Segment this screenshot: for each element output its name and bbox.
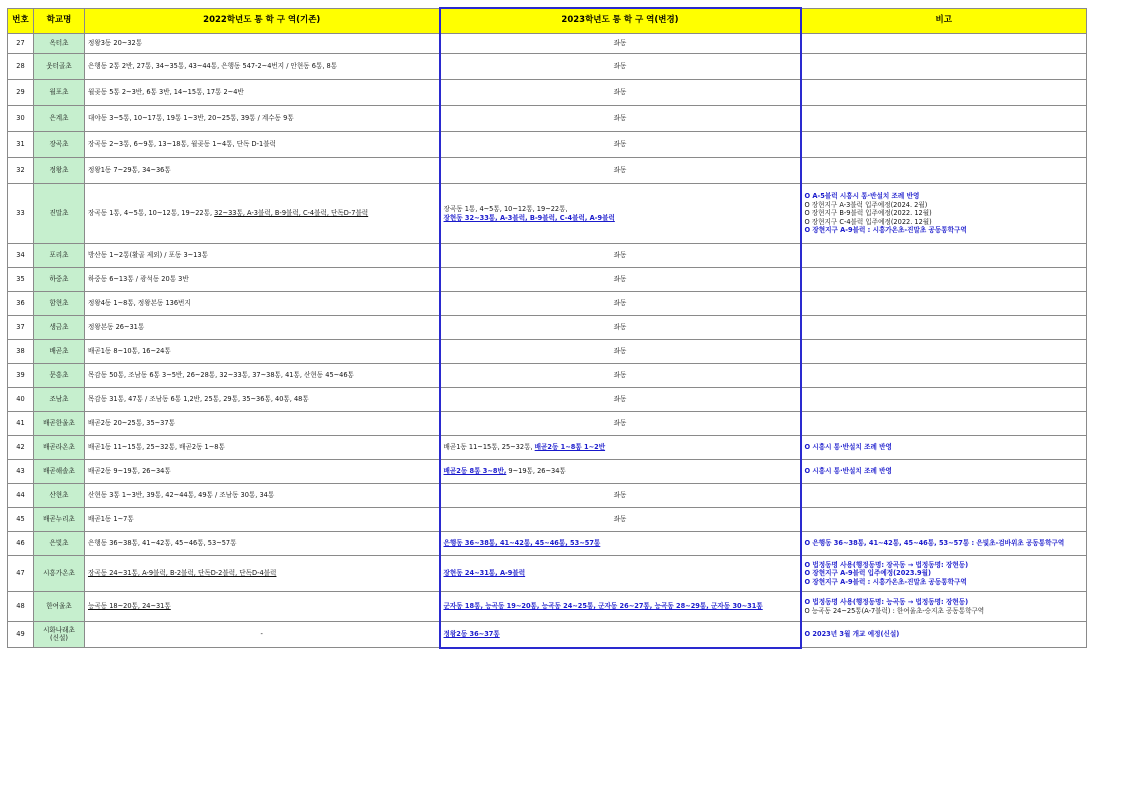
zone-2022: 정왕본동 26~31통 xyxy=(85,316,440,340)
row-no: 37 xyxy=(8,316,34,340)
zone-2023: 좌동 xyxy=(440,80,801,106)
note-line: O 법정동명 사용(행정동명: 장곡동 → 법정동명: 장현동) xyxy=(804,560,969,569)
zone-2023: 좌동 xyxy=(440,484,801,508)
school-name: 하중초 xyxy=(34,268,85,292)
zone-2023: 좌동 xyxy=(440,388,801,412)
zone-2023: 좌동 xyxy=(440,34,801,54)
row-no: 36 xyxy=(8,292,34,316)
school-name: 옥터초 xyxy=(34,34,85,54)
note-line: O A-5블럭 시흥시 통·반설치 조례 반영 xyxy=(804,192,920,201)
zone-2022-part1: 장곡동 1통, 4~5통, 10~12통, 19~22통, xyxy=(88,209,215,218)
note xyxy=(801,412,1087,436)
table-row xyxy=(8,80,1087,106)
note xyxy=(801,80,1087,106)
note-line: O 장현지구 B-9블럭 입주예정(2022. 12월) xyxy=(804,209,932,218)
zone-2022: 배곧1동 1~7통 xyxy=(85,508,440,532)
zone-2023-part1: 배곧2동 8통 3~8반, xyxy=(443,467,507,476)
note xyxy=(801,132,1087,158)
zone-2023-part2: 배곧2동 1~8통 1~2반 xyxy=(534,443,606,452)
zone-2022: 배곧1동 11~15통, 25~32통, 배곧2동 1~8통 xyxy=(85,436,440,460)
zone-2023: 좌동 xyxy=(440,508,801,532)
school-name: 은계초 xyxy=(34,106,85,132)
zone-2023 xyxy=(440,184,801,244)
school-name: 진말초 xyxy=(34,184,85,244)
zone-2023: 은행동 36~38통, 41~42통, 45~46통, 53~57통 xyxy=(440,532,801,556)
note xyxy=(801,34,1087,54)
school-name-line1: 시화나래초 xyxy=(43,625,75,634)
note: O 시흥시 통·반설치 조례 반영 xyxy=(801,460,1087,484)
zone-2022: 목감동 31통, 47통 / 조남동 6통 1,2반, 25통, 29통, 35~36통, 40통, 48통 xyxy=(85,388,440,412)
school-name: 배곧한울초 xyxy=(34,412,85,436)
table-row xyxy=(8,508,1087,532)
table-row xyxy=(8,388,1087,412)
school-name: 함현초 xyxy=(34,292,85,316)
table-row xyxy=(8,54,1087,80)
row-no: 49 xyxy=(8,622,34,648)
table-row xyxy=(8,340,1087,364)
school-name: 배곧해솔초 xyxy=(34,460,85,484)
table-row xyxy=(8,184,1087,244)
zone-2022: 능곡동 18~20통, 24~31통 xyxy=(85,592,440,622)
header-row xyxy=(8,8,1087,34)
header-no: 번호 xyxy=(8,8,34,34)
table-row xyxy=(8,460,1087,484)
school-name: 장곡초 xyxy=(34,132,85,158)
school-name: 생금초 xyxy=(34,316,85,340)
table-row xyxy=(8,532,1087,556)
row-no: 47 xyxy=(8,556,34,592)
row-no: 41 xyxy=(8,412,34,436)
note-line: O 장현지구 A-9블럭 : 시흥가온초-진말초 공동통학구역 xyxy=(804,577,967,586)
note-line: O 장현지구 A-9블럭 : 시흥가온초-진말초 공동통학구역 xyxy=(804,226,967,235)
school-name-line2: (신설) xyxy=(50,633,68,642)
table-row xyxy=(8,436,1087,460)
zone-2023: 좌동 xyxy=(440,244,801,268)
zone-2022: - xyxy=(85,622,440,648)
zone-2022: 장곡동 2~3통, 6~9통, 13~18통, 월곶동 1~4통, 단독 D-1블럭 xyxy=(85,132,440,158)
school-name: 조남초 xyxy=(34,388,85,412)
zone-2023 xyxy=(440,460,801,484)
zone-2022: 배곧1동 8~10통, 16~24통 xyxy=(85,340,440,364)
row-no: 33 xyxy=(8,184,34,244)
zone-2023: 정왕2동 36~37통 xyxy=(440,622,801,648)
note xyxy=(801,268,1087,292)
zone-2022: 월곶동 5통 2~3반, 6통 3반, 14~15통, 17통 2~4반 xyxy=(85,80,440,106)
table-row xyxy=(8,556,1087,592)
note: O 은행동 36~38통, 41~42통, 45~46통, 53~57통 : 은빛초-검바위초 공동통학구역 xyxy=(801,532,1087,556)
note-line: O 능곡동 24~25통(A-7블럭) : 한여울초-승지초 공동통학구역 xyxy=(804,606,985,615)
note-line: O 법정동명 사용(행정동명: 능곡동 → 법정동명: 장현동) xyxy=(804,597,969,606)
note xyxy=(801,484,1087,508)
table-row xyxy=(8,292,1087,316)
school-name xyxy=(34,622,85,648)
row-no: 35 xyxy=(8,268,34,292)
row-no: 31 xyxy=(8,132,34,158)
zone-2023 xyxy=(440,436,801,460)
note xyxy=(801,340,1087,364)
header-note: 비고 xyxy=(801,8,1087,34)
note xyxy=(801,54,1087,80)
zone-2023: 좌동 xyxy=(440,292,801,316)
row-no: 46 xyxy=(8,532,34,556)
zone-2023: 좌동 xyxy=(440,340,801,364)
table-row xyxy=(8,316,1087,340)
zone-2022: 목감동 50통, 조남동 6통 3~5반, 26~28통, 32~33통, 37~38통, 41통, 산현동 45~46통 xyxy=(85,364,440,388)
note xyxy=(801,388,1087,412)
table-row xyxy=(8,244,1087,268)
zone-2022: 산현동 3통 1~3반, 39통, 42~44통, 49통 / 조남동 30통, 34통 xyxy=(85,484,440,508)
table-row xyxy=(8,158,1087,184)
zone-2022: 은행동 36~38통, 41~42통, 45~46통, 53~57통 xyxy=(85,532,440,556)
header-zone-2023: 2023학년도 통 학 구 역(변경) xyxy=(440,8,801,34)
school-name: 월포초 xyxy=(34,80,85,106)
zone-2022-part2: 32~33통, A-3블럭, B-9블럭, C-4블럭, 단독D-7블럭 xyxy=(214,209,369,218)
row-no: 30 xyxy=(8,106,34,132)
zone-2022: 방산동 1~2통(활골 제외) / 포동 3~13통 xyxy=(85,244,440,268)
school-name: 포리초 xyxy=(34,244,85,268)
row-no: 38 xyxy=(8,340,34,364)
note: O 시흥시 통·반설치 조례 반영 xyxy=(801,436,1087,460)
row-no: 43 xyxy=(8,460,34,484)
table-row xyxy=(8,34,1087,54)
note xyxy=(801,292,1087,316)
school-name: 웃터골초 xyxy=(34,54,85,80)
row-no: 44 xyxy=(8,484,34,508)
note-line: O 장현지구 C-4블럭 입주예정(2022. 12월) xyxy=(804,217,932,226)
note xyxy=(801,244,1087,268)
note-line: O 장현지구 A-9블럭 입주예정(2023.9월) xyxy=(804,569,931,578)
zone-2023: 좌동 xyxy=(440,132,801,158)
zone-2023-line2: 장현동 32~33통, A-3블럭, B-9블럭, C-4블럭, A-9블럭 xyxy=(443,213,615,222)
table-row xyxy=(8,412,1087,436)
note xyxy=(801,316,1087,340)
zone-2022 xyxy=(85,184,440,244)
zone-2023: 좌동 xyxy=(440,268,801,292)
row-no: 39 xyxy=(8,364,34,388)
table-row xyxy=(8,592,1087,622)
row-no: 45 xyxy=(8,508,34,532)
zone-2022: 하중동 6~13통 / 광석동 20통 3반 xyxy=(85,268,440,292)
school-name: 한여울초 xyxy=(34,592,85,622)
zone-2023-part1: 배곧1동 11~15통, 25~32통, xyxy=(443,443,535,452)
note-line: O 장현지구 A-3블럭 입주예정(2024. 2월) xyxy=(804,200,928,209)
row-no: 40 xyxy=(8,388,34,412)
school-name: 은빛초 xyxy=(34,532,85,556)
note xyxy=(801,508,1087,532)
table-row xyxy=(8,484,1087,508)
table-row xyxy=(8,622,1087,648)
school-zone-table xyxy=(7,7,1087,649)
school-name: 시흥가온초 xyxy=(34,556,85,592)
row-no: 34 xyxy=(8,244,34,268)
zone-2023-line1: 장곡동 1통, 4~5통, 10~12통, 19~22통, xyxy=(443,204,568,213)
school-name: 배곧누리초 xyxy=(34,508,85,532)
table-row xyxy=(8,106,1087,132)
zone-2022: 정왕1동 7~29통, 34~36통 xyxy=(85,158,440,184)
school-name: 배곧라온초 xyxy=(34,436,85,460)
row-no: 42 xyxy=(8,436,34,460)
zone-2023-part2: 9~19통, 26~34통 xyxy=(506,467,566,476)
note xyxy=(801,364,1087,388)
zone-2022: 배곧2동 9~19통, 26~34통 xyxy=(85,460,440,484)
row-no: 48 xyxy=(8,592,34,622)
note: O 2023년 3월 개교 예정(신설) xyxy=(801,622,1087,648)
zone-2022: 배곧2동 20~25통, 35~37통 xyxy=(85,412,440,436)
zone-2022: 장곡동 24~31통, A-9블럭, B-2블럭, 단독D-2블럭, 단독D-4블럭 xyxy=(85,556,440,592)
row-no: 29 xyxy=(8,80,34,106)
row-no: 32 xyxy=(8,158,34,184)
note xyxy=(801,556,1087,592)
zone-2022: 정왕3동 20~32통 xyxy=(85,34,440,54)
zone-2023: 장현동 24~31통, A-9블럭 xyxy=(440,556,801,592)
zone-2022: 정왕4동 1~8통, 정왕본동 136번지 xyxy=(85,292,440,316)
zone-2023: 좌동 xyxy=(440,158,801,184)
note xyxy=(801,158,1087,184)
zone-2022: 대야동 3~5통, 10~17통, 19통 1~3반, 20~25통, 39통 / 계수동 9통 xyxy=(85,106,440,132)
zone-2023: 좌동 xyxy=(440,54,801,80)
note xyxy=(801,106,1087,132)
zone-2023: 좌동 xyxy=(440,316,801,340)
table-row xyxy=(8,132,1087,158)
school-name: 문흥초 xyxy=(34,364,85,388)
table-row xyxy=(8,364,1087,388)
zone-2023: 좌동 xyxy=(440,106,801,132)
zone-2023: 좌동 xyxy=(440,364,801,388)
zone-2023: 군자동 18통, 능곡동 19~20통, 능곡동 24~25통, 군자동 26~27통, 능곡동 28~29통, 군자동 30~31통 xyxy=(440,592,801,622)
school-name: 배곧초 xyxy=(34,340,85,364)
note xyxy=(801,184,1087,244)
header-school: 학교명 xyxy=(34,8,85,34)
header-zone-2022: 2022학년도 통 학 구 역(기존) xyxy=(85,8,440,34)
row-no: 28 xyxy=(8,54,34,80)
school-name: 정왕초 xyxy=(34,158,85,184)
zone-2023: 좌동 xyxy=(440,412,801,436)
zone-2022: 은행동 2통 2반, 27통, 34~35통, 43~44통, 은행동 547-2~4번지 / 안현동 6통, 8통 xyxy=(85,54,440,80)
table-row xyxy=(8,268,1087,292)
row-no: 27 xyxy=(8,34,34,54)
school-name: 산현초 xyxy=(34,484,85,508)
note xyxy=(801,592,1087,622)
